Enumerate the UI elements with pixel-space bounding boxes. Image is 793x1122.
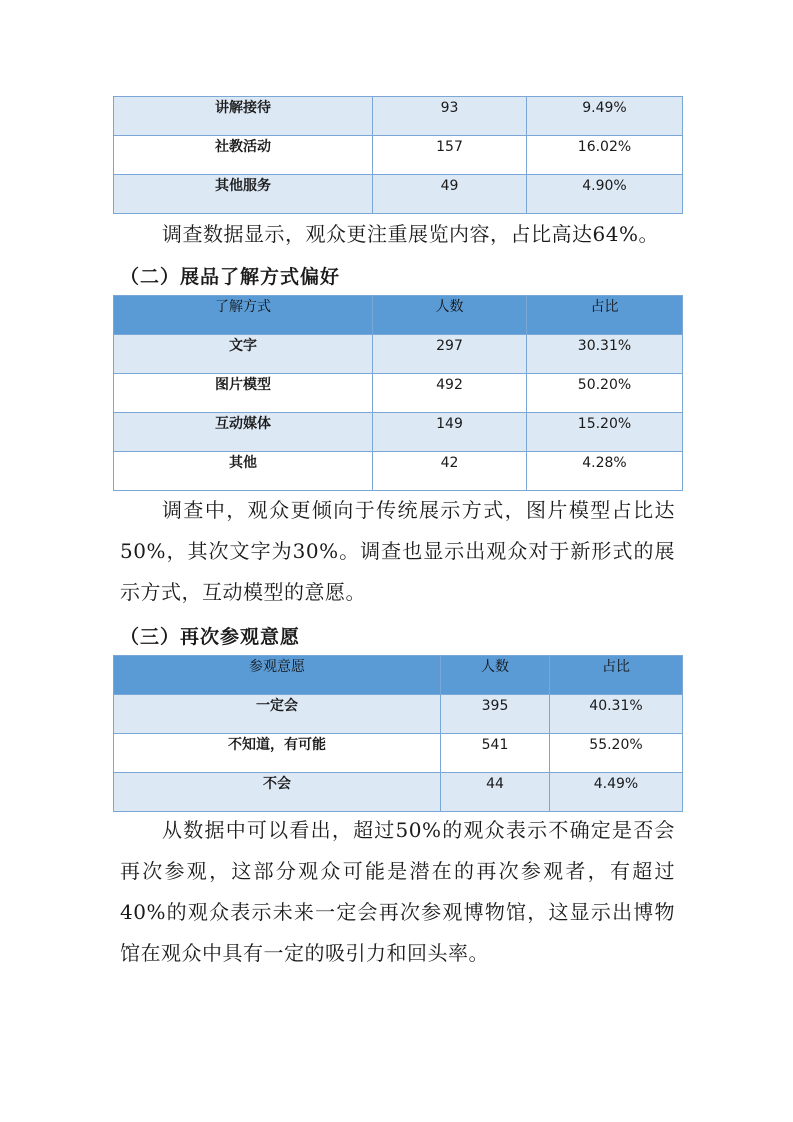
section-heading-2: （二）展品了解方式偏好 bbox=[120, 266, 341, 288]
row-pct: 4.49% bbox=[550, 773, 683, 812]
header-pct: 占比 bbox=[550, 656, 683, 695]
row-count: 42 bbox=[373, 452, 527, 491]
table-row bbox=[114, 335, 683, 374]
row-pct: 40.31% bbox=[550, 695, 683, 734]
table-header-row bbox=[114, 656, 683, 695]
row-label: 不知道，有可能 bbox=[114, 734, 441, 773]
row-label: 不会 bbox=[114, 773, 441, 812]
row-pct: 55.20% bbox=[550, 734, 683, 773]
header-label: 了解方式 bbox=[114, 296, 373, 335]
paragraph-1: 调查数据显示，观众更注重展览内容，占比高达64%。 bbox=[162, 222, 659, 246]
row-pct: 50.20% bbox=[527, 374, 683, 413]
table-row bbox=[114, 136, 683, 175]
service-table bbox=[113, 96, 683, 214]
revisit-table bbox=[113, 655, 683, 812]
table-row bbox=[114, 413, 683, 452]
paragraph-3: 从数据中可以看出，超过50%的观众表示不确定是否会再次参观，这部分观众可能是潜在的再次参观者，有超过40%的观众表示未来一定会再次参观博物馆，这显示出博物馆在观众中具有一定的吸引力和回头率。 bbox=[120, 818, 675, 965]
header-count: 人数 bbox=[373, 296, 527, 335]
table-row bbox=[114, 374, 683, 413]
table-row bbox=[114, 97, 683, 136]
row-count: 149 bbox=[373, 413, 527, 452]
row-count: 157 bbox=[373, 136, 527, 175]
row-count: 395 bbox=[441, 695, 550, 734]
row-label: 社教活动 bbox=[114, 136, 373, 175]
row-label: 图片模型 bbox=[114, 374, 373, 413]
row-count: 541 bbox=[441, 734, 550, 773]
row-count: 492 bbox=[373, 374, 527, 413]
row-label: 文字 bbox=[114, 335, 373, 374]
table-row bbox=[114, 734, 683, 773]
method-table bbox=[113, 295, 683, 491]
row-label: 互动媒体 bbox=[114, 413, 373, 452]
row-count: 297 bbox=[373, 335, 527, 374]
row-pct: 4.28% bbox=[527, 452, 683, 491]
row-pct: 30.31% bbox=[527, 335, 683, 374]
header-label: 参观意愿 bbox=[114, 656, 441, 695]
header-pct: 占比 bbox=[527, 296, 683, 335]
row-count: 93 bbox=[373, 97, 527, 136]
row-count: 44 bbox=[441, 773, 550, 812]
table-header-row bbox=[114, 296, 683, 335]
row-pct: 4.90% bbox=[527, 175, 683, 214]
row-pct: 15.20% bbox=[527, 413, 683, 452]
table-row bbox=[114, 175, 683, 214]
row-pct: 16.02% bbox=[527, 136, 683, 175]
header-count: 人数 bbox=[441, 656, 550, 695]
paragraph-2: 调查中，观众更倾向于传统展示方式，图片模型占比达50%，其次文字为30%。调查也显示出观众对于新形式的展示方式，互动模型的意愿。 bbox=[120, 498, 675, 604]
row-label: 其他 bbox=[114, 452, 373, 491]
row-label: 其他服务 bbox=[114, 175, 373, 214]
table-row bbox=[114, 452, 683, 491]
row-label: 一定会 bbox=[114, 695, 441, 734]
row-label: 讲解接待 bbox=[114, 97, 373, 136]
table-row bbox=[114, 773, 683, 812]
table-row bbox=[114, 695, 683, 734]
section-heading-3: （三）再次参观意愿 bbox=[120, 626, 301, 648]
row-count: 49 bbox=[373, 175, 527, 214]
row-pct: 9.49% bbox=[527, 97, 683, 136]
